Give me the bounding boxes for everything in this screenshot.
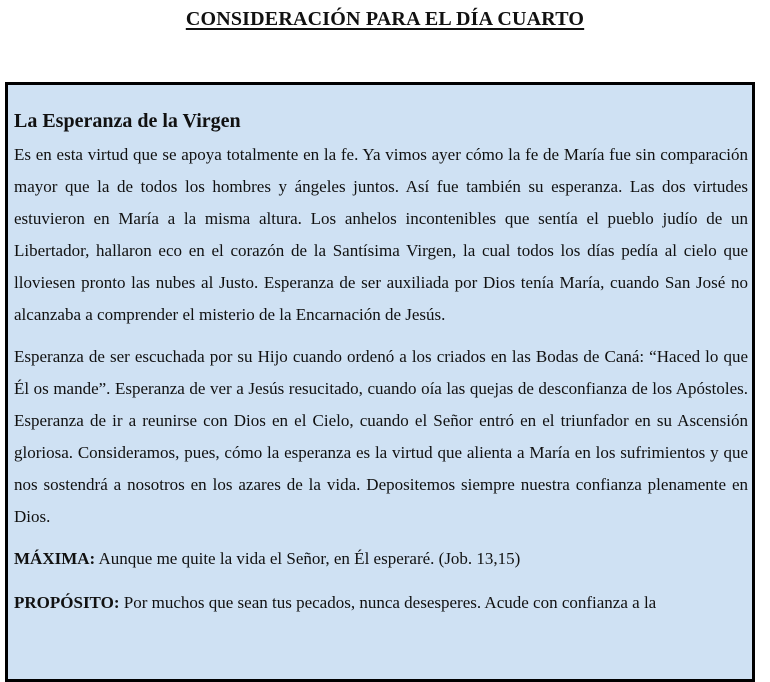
proposito-label: PROPÓSITO: (14, 593, 120, 612)
proposito-paragraph (14, 587, 748, 619)
page-title: CONSIDERACIÓN PARA EL DÍA CUARTO (185, 8, 585, 30)
maxima-paragraph (14, 543, 748, 575)
content-box-inner (8, 85, 752, 619)
maxima-label: MÁXIMA: (14, 549, 96, 568)
paragraph-1: Es en esta virtud que se apoya totalmente en la fe. Ya vimos ayer cómo la fe de María fue sin comparación mayor que la de todos los hombres y ángeles juntos. Así fue también su esperanza. Las dos virtudes estuvieron en María a la misma altura. Los anhelos incontenibles que sentía el pueblo judío de un Libertador, hallaron eco en el corazón de la Santísima Virgen, la cual todos los días pedía al cielo que lloviesen pronto las nubes al Justo. Esperanza de ser auxiliada por Dios tenía María, cuando San José no alcanzaba a comprender el misterio de la Encarnación de Jesús. (14, 145, 748, 324)
paragraph-2: Esperanza de ser escuchada por su Hijo cuando ordenó a los criados en las Bodas de Caná: “Haced lo que Él os mande”. Esperanza de ver a Jesús resucitado, cuando oía las quejas de desconfianza de los Apóstoles. Esperanza de ir a reunirse con Dios en el Cielo, cuando el Señor entró en el triunfador en su Ascensión gloriosa. Consideramos, pues, cómo la esperanza es la virtud que alienta a María en los sufrimientos y que nos sostendrá a nosotros en los azares de la vida. Depositemos siempre nuestra confianza plenamente en Dios. (14, 347, 748, 526)
content-box (5, 82, 755, 682)
section-heading: La Esperanza de la Virgen (14, 110, 241, 132)
maxima-text: Aunque me quite la vida el Señor, en Él esperaré. (Job. 13,15) (95, 549, 521, 568)
proposito-text: Por muchos que sean tus pecados, nunca desesperes. Acude con confianza a la (119, 593, 657, 612)
